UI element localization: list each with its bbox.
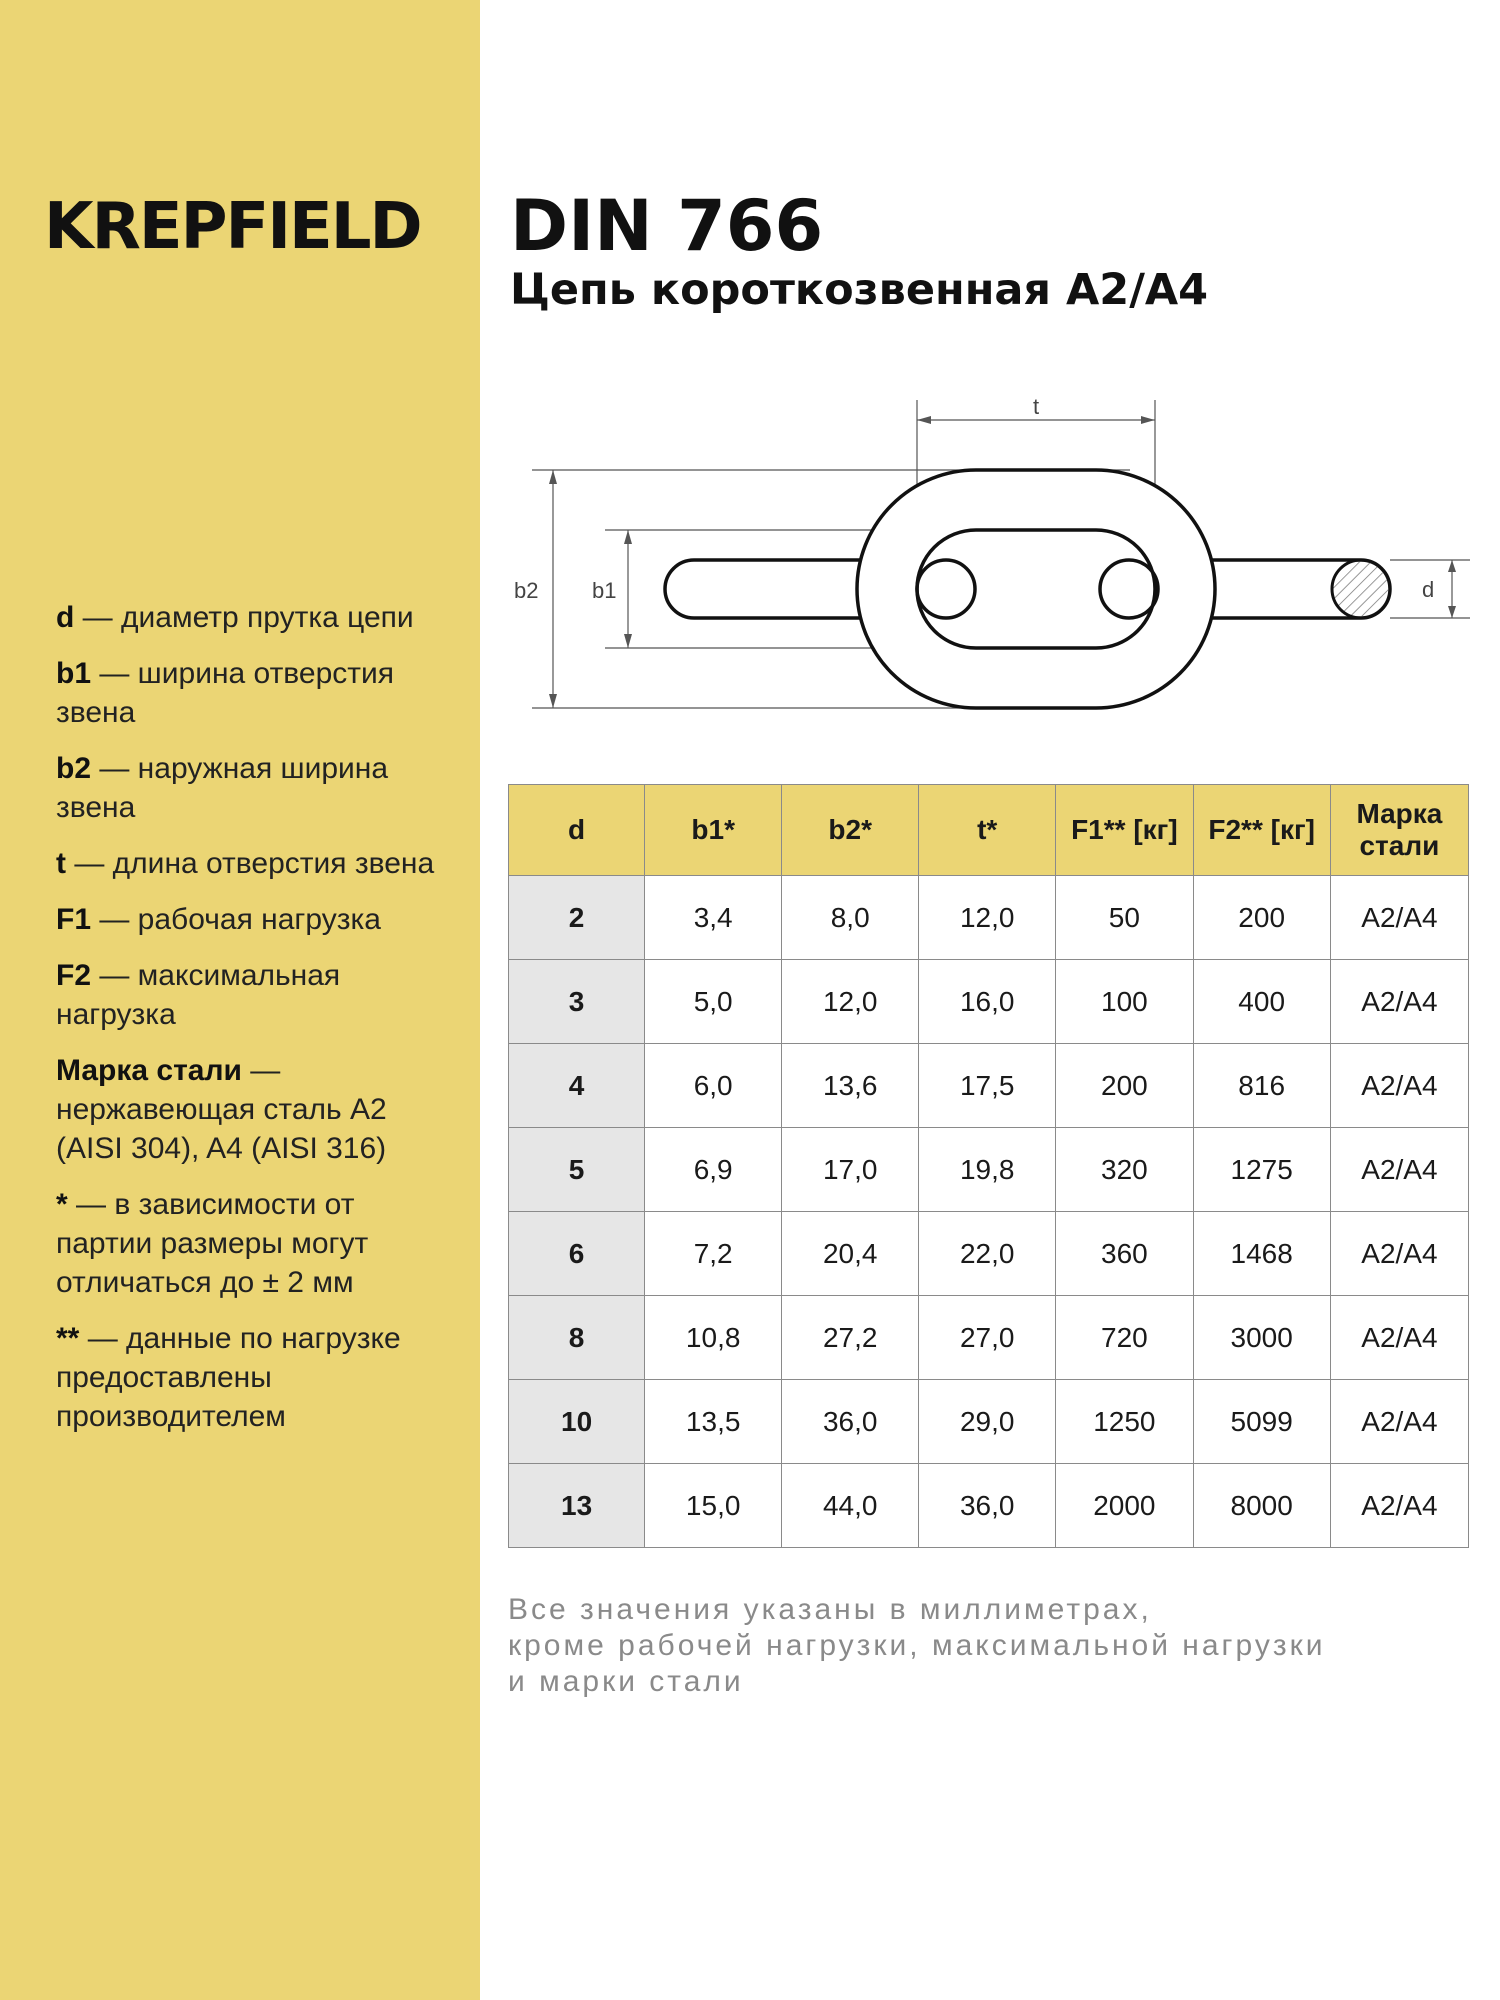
- table-cell: A2/A4: [1330, 876, 1468, 960]
- table-cell: 5099: [1193, 1380, 1330, 1464]
- legend-description: — максимальная нагрузка: [56, 959, 341, 1031]
- table-cell: 36,0: [782, 1380, 919, 1464]
- legend-item: [56, 956, 456, 1034]
- table-cell: 2000: [1056, 1464, 1193, 1548]
- table-row: [509, 1380, 1469, 1464]
- table-cell: 16,0: [919, 960, 1056, 1044]
- table-row: [509, 1464, 1469, 1548]
- b1-arrow-top: [624, 530, 632, 544]
- legend-item: [56, 654, 456, 732]
- footnote-line: и марки стали: [508, 1665, 744, 1698]
- legend-description: — в зависимости от партии размеры могут отличаться до ± 2 мм: [56, 1188, 369, 1299]
- row-diameter-cell: 10: [509, 1380, 645, 1464]
- column-header: b1*: [645, 785, 782, 876]
- legend-item: [56, 900, 456, 939]
- table-cell: 200: [1193, 876, 1330, 960]
- units-footnote: [508, 1592, 1468, 1700]
- table-header-row: [509, 785, 1469, 876]
- table-cell: A2/A4: [1330, 960, 1468, 1044]
- column-header: d: [509, 785, 645, 876]
- table-cell: 19,8: [919, 1128, 1056, 1212]
- table-cell: A2/A4: [1330, 1212, 1468, 1296]
- legend-term: t: [56, 847, 66, 880]
- table-cell: 3,4: [645, 876, 782, 960]
- column-header: Марка стали: [1330, 785, 1468, 876]
- table-row: [509, 1128, 1469, 1212]
- table-cell: 13,6: [782, 1044, 919, 1128]
- legend-item: [56, 1051, 456, 1168]
- table-row: [509, 1296, 1469, 1380]
- table-cell: 7,2: [645, 1212, 782, 1296]
- specification-table: [508, 784, 1469, 1548]
- page-title: DIN 766: [510, 185, 824, 267]
- table-cell: A2/A4: [1330, 1128, 1468, 1212]
- legend-term: F2: [56, 959, 92, 992]
- table-cell: 6,0: [645, 1044, 782, 1128]
- table-cell: 6,9: [645, 1128, 782, 1212]
- table-cell: 12,0: [919, 876, 1056, 960]
- b1-arrow-bottom: [624, 634, 632, 648]
- table-cell: 36,0: [919, 1464, 1056, 1548]
- legend-description: — нержавеющая сталь A2 (AISI 304), A4 (AISI 316): [56, 1054, 387, 1165]
- table-cell: 320: [1056, 1128, 1193, 1212]
- table-cell: 8,0: [782, 876, 919, 960]
- b1-label: b1: [592, 578, 617, 603]
- table-row: [509, 876, 1469, 960]
- table-cell: 1275: [1193, 1128, 1330, 1212]
- table-cell: 10,8: [645, 1296, 782, 1380]
- table-cell: 8000: [1193, 1464, 1330, 1548]
- b2-arrow-top: [549, 470, 557, 484]
- row-diameter-cell: 3: [509, 960, 645, 1044]
- legend-item: [56, 844, 456, 883]
- chain-link-diagram: [500, 380, 1480, 720]
- t-arrow-left: [917, 416, 931, 424]
- table-row: [509, 1212, 1469, 1296]
- legend-description: — рабочая нагрузка: [91, 903, 381, 936]
- table-cell: A2/A4: [1330, 1464, 1468, 1548]
- brand-logo: KREPFIELD: [44, 190, 421, 264]
- legend-description: — ширина отверстия звена: [56, 657, 395, 729]
- wire-cross-section: [1332, 560, 1390, 618]
- table-cell: 720: [1056, 1296, 1193, 1380]
- table-cell: 12,0: [782, 960, 919, 1044]
- legend-term: d: [56, 601, 75, 634]
- legend-item: [56, 1319, 456, 1436]
- table-cell: 13,5: [645, 1380, 782, 1464]
- table-cell: 400: [1193, 960, 1330, 1044]
- table-cell: 100: [1056, 960, 1193, 1044]
- legend-term: b1: [56, 657, 92, 690]
- table-body: [509, 876, 1469, 1548]
- column-header: b2*: [782, 785, 919, 876]
- middle-link-inner: [917, 530, 1155, 648]
- legend-description: — наружная ширина звена: [56, 752, 389, 824]
- row-diameter-cell: 4: [509, 1044, 645, 1128]
- page-subtitle: Цепь короткозвенная A2/A4: [510, 265, 1209, 315]
- column-header: F1** [кг]: [1056, 785, 1193, 876]
- table-cell: 44,0: [782, 1464, 919, 1548]
- table-cell: A2/A4: [1330, 1380, 1468, 1464]
- d-label: d: [1422, 577, 1435, 602]
- table-cell: 15,0: [645, 1464, 782, 1548]
- legend-term: F1: [56, 903, 92, 936]
- footnote-line: Все значения указаны в миллиметрах,: [508, 1593, 1152, 1626]
- legend-description: — данные по нагрузке предоставлены производителем: [56, 1322, 401, 1433]
- legend-term: Марка стали: [56, 1054, 242, 1087]
- table-cell: 1468: [1193, 1212, 1330, 1296]
- table-cell: 816: [1193, 1044, 1330, 1128]
- table-cell: A2/A4: [1330, 1044, 1468, 1128]
- table-cell: 50: [1056, 876, 1193, 960]
- t-arrow-right: [1141, 416, 1155, 424]
- row-diameter-cell: 5: [509, 1128, 645, 1212]
- table-cell: 17,0: [782, 1128, 919, 1212]
- row-diameter-cell: 2: [509, 876, 645, 960]
- b2-arrow-bottom: [549, 694, 557, 708]
- table-cell: 22,0: [919, 1212, 1056, 1296]
- legend-list: [56, 598, 456, 1453]
- legend-description: — диаметр прутка цепи: [74, 601, 414, 634]
- t-label: t: [1032, 394, 1040, 419]
- d-arrow-top: [1448, 560, 1456, 572]
- legend-item: [56, 1185, 456, 1302]
- row-diameter-cell: 8: [509, 1296, 645, 1380]
- table-cell: 3000: [1193, 1296, 1330, 1380]
- table-cell: 200: [1056, 1044, 1193, 1128]
- legend-description: — длина отверстия звена: [66, 847, 435, 880]
- legend-item: [56, 598, 456, 637]
- legend-term: b2: [56, 752, 92, 785]
- table-cell: 5,0: [645, 960, 782, 1044]
- yellow-sidebar: [0, 0, 480, 2000]
- table-row: [509, 1044, 1469, 1128]
- table-cell: 360: [1056, 1212, 1193, 1296]
- column-header: t*: [919, 785, 1056, 876]
- footnote-line: кроме рабочей нагрузки, максимальной нагрузки: [508, 1629, 1326, 1662]
- d-arrow-bottom: [1448, 606, 1456, 618]
- table-row: [509, 960, 1469, 1044]
- b2-label: b2: [514, 578, 539, 603]
- table-cell: 29,0: [919, 1380, 1056, 1464]
- column-header: F2** [кг]: [1193, 785, 1330, 876]
- row-diameter-cell: 13: [509, 1464, 645, 1548]
- legend-item: [56, 749, 456, 827]
- table-cell: 1250: [1056, 1380, 1193, 1464]
- table-cell: 27,2: [782, 1296, 919, 1380]
- row-diameter-cell: 6: [509, 1212, 645, 1296]
- table-cell: A2/A4: [1330, 1296, 1468, 1380]
- table-cell: 17,5: [919, 1044, 1056, 1128]
- table-cell: 27,0: [919, 1296, 1056, 1380]
- legend-term: *: [56, 1188, 68, 1221]
- table-cell: 20,4: [782, 1212, 919, 1296]
- legend-term: **: [56, 1322, 80, 1355]
